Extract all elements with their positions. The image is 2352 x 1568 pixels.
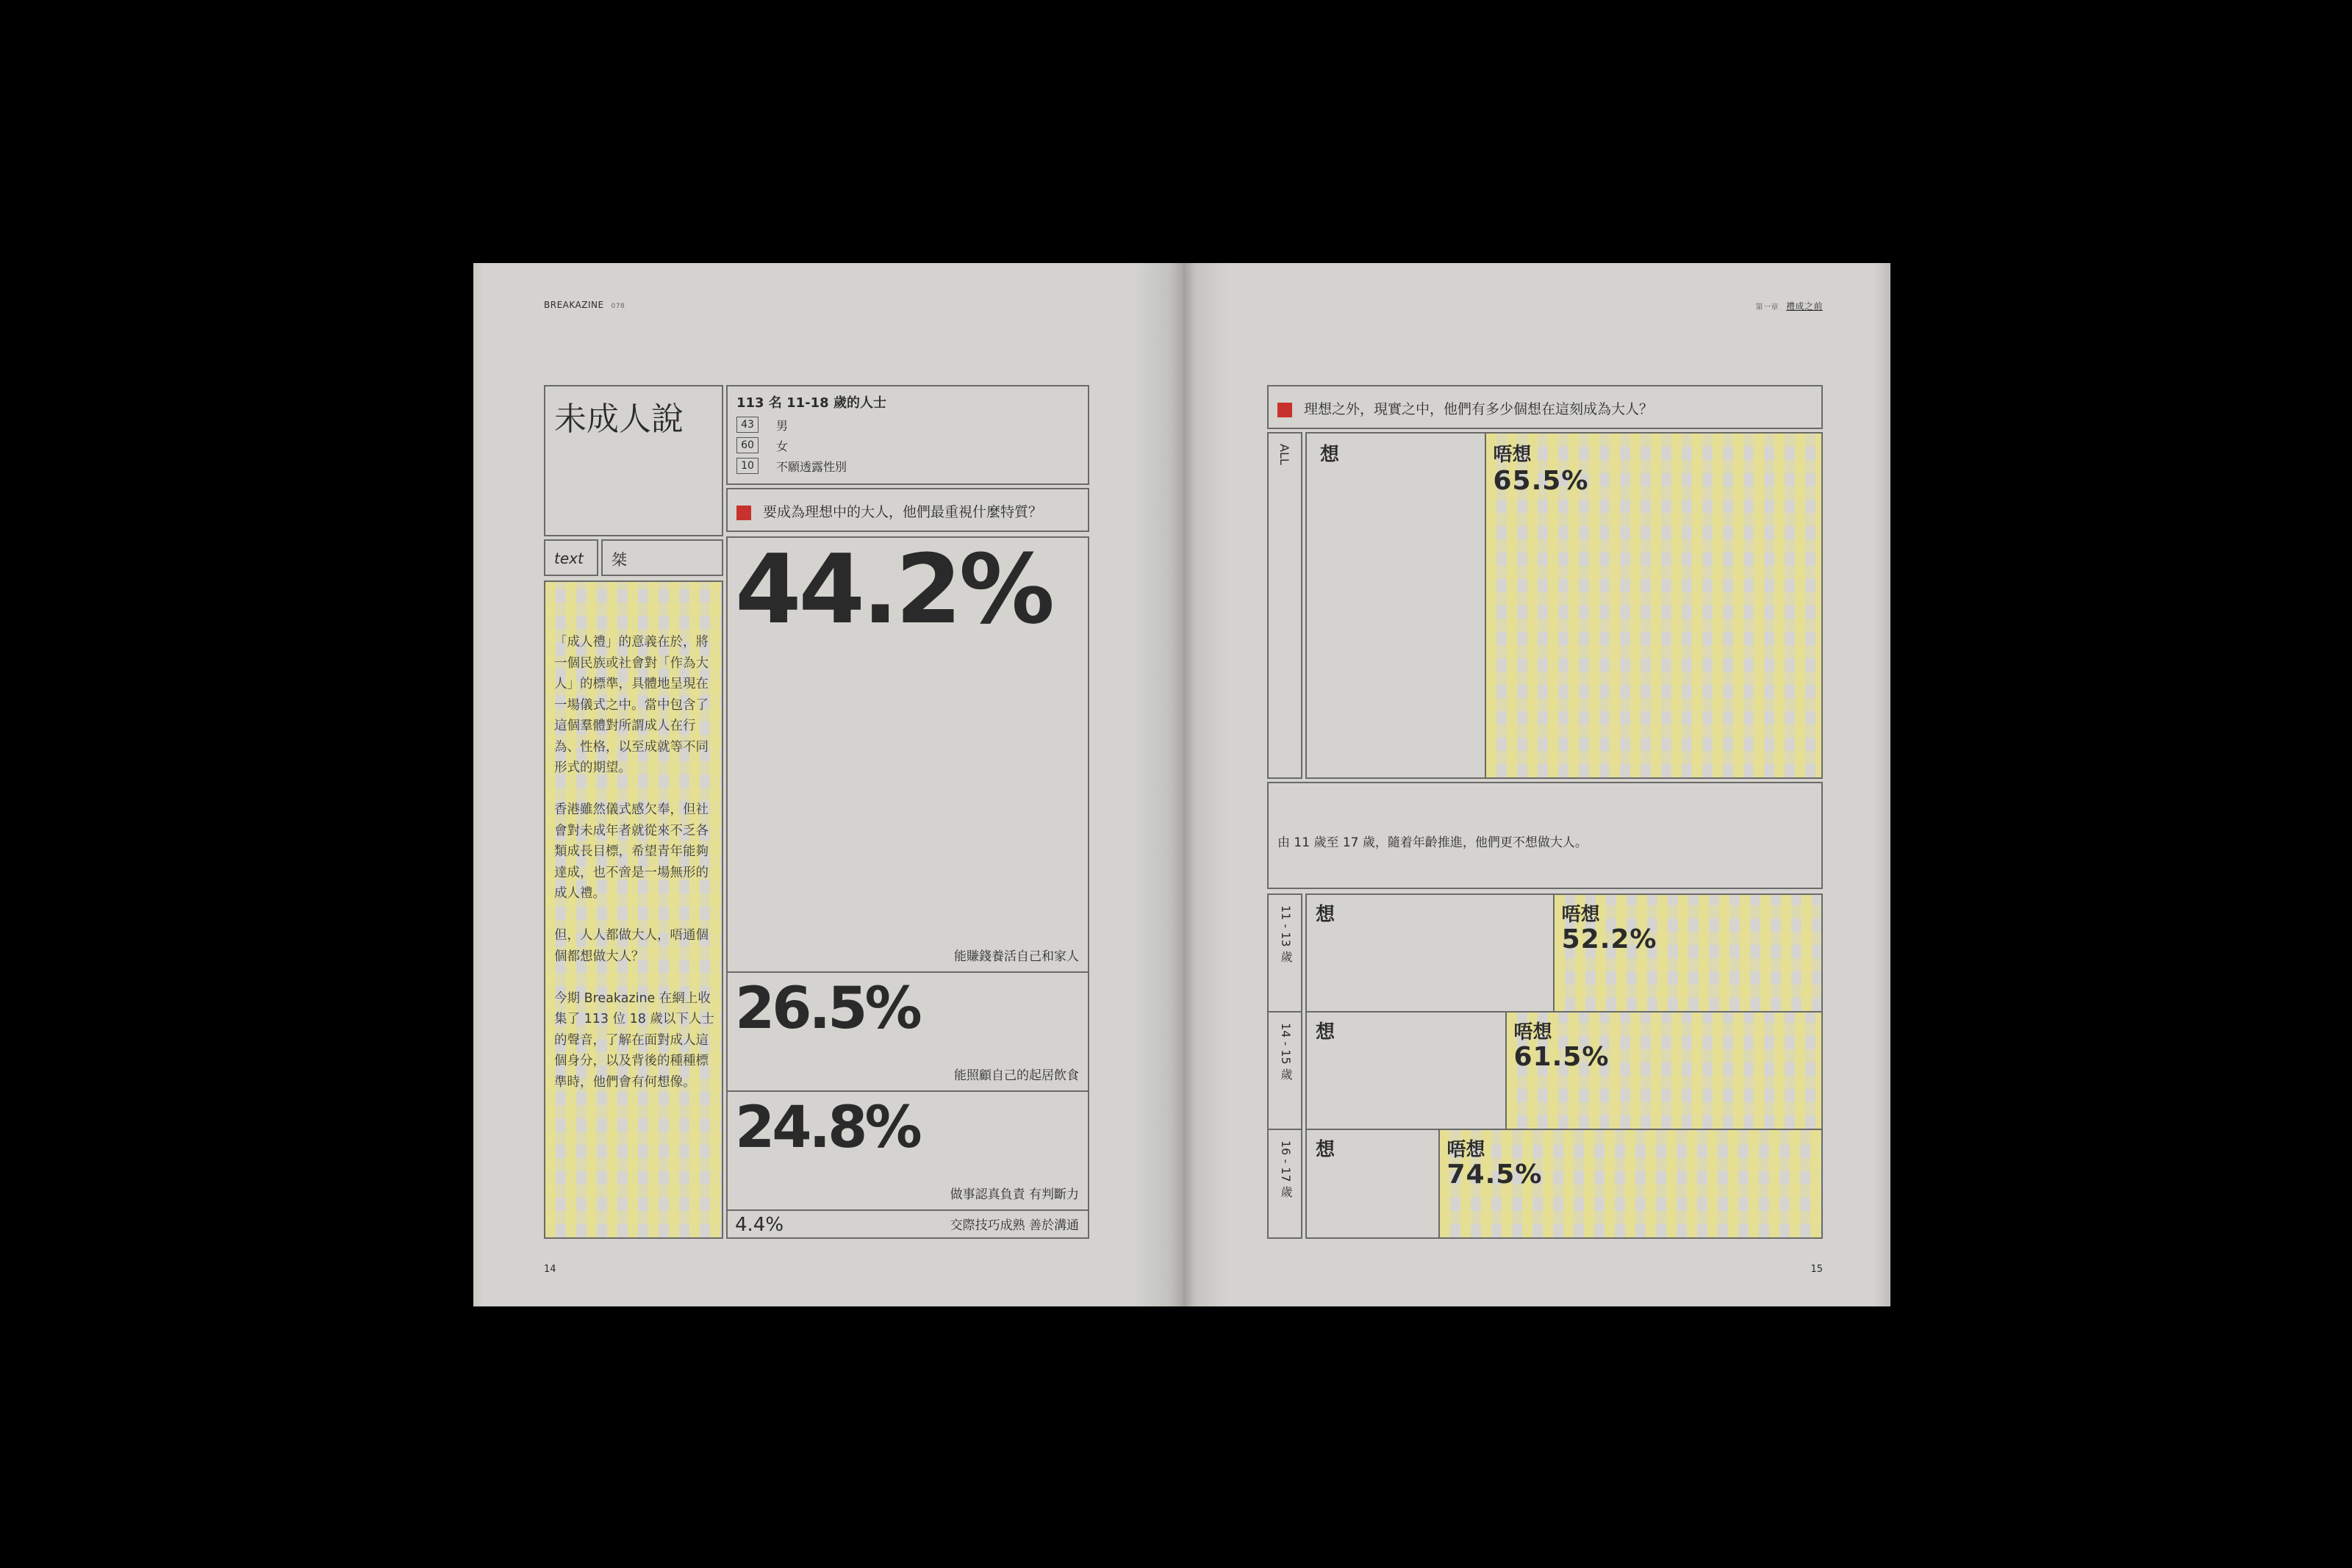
tag-text-box	[544, 539, 598, 576]
want-label: 想	[1316, 1021, 1335, 1043]
survey-row	[736, 414, 847, 435]
intro-text	[554, 632, 717, 1114]
stats-panel	[726, 533, 1089, 1239]
stat-value: 4.4%	[735, 1214, 784, 1236]
stat-value: 44.2%	[735, 533, 1053, 645]
right-question-row	[1277, 398, 1653, 418]
survey-label: 女	[776, 439, 789, 453]
stat-cell	[728, 533, 1088, 971]
stat-cell	[728, 1209, 1088, 1237]
not-want-value: 74.5%	[1446, 1159, 1543, 1190]
group-label-box	[1267, 893, 1302, 1013]
stat-value: 24.8%	[735, 1095, 919, 1161]
survey-count: 60	[736, 437, 759, 453]
not-want-label: 唔想	[1446, 1139, 1485, 1161]
right-page-number: 15	[1810, 1264, 1823, 1275]
not-want-value: 65.5%	[1493, 466, 1589, 496]
intro-paragraph: 「成人禮」的意義在於，將一個民族或社會對「作為大人」的標準，具體地呈現在一場儀式之中。當中包含了這個羣體對所謂成人在行為、性格，以至成就等不同形式的期望。	[554, 635, 709, 775]
not-want-segment	[1553, 895, 1821, 1011]
stat-caption: 交際技巧成熟 善於溝通	[950, 1218, 1079, 1233]
tag-author: 桀	[612, 551, 627, 569]
issue-number: 078	[611, 303, 625, 310]
survey-count: 43	[736, 417, 759, 433]
survey-breakdown	[736, 414, 847, 476]
group-label: 14 - 15 歲	[1279, 1023, 1293, 1080]
stat-cell	[728, 1090, 1088, 1209]
survey-heading: 113 名 11-18 歲的人士	[736, 395, 886, 411]
question-row	[736, 501, 1042, 521]
right-question-text: 理想之外，現實之中，他們有多少個想在這刻成為大人？	[1304, 401, 1654, 417]
note-text: 由 11 歲至 17 歲，隨着年齡推進，他們更不想做大人。	[1277, 835, 1588, 850]
stat-caption: 能賺錢養活自己和家人	[954, 949, 1079, 964]
brand-name: BREAKAZINE	[544, 300, 604, 310]
want-label: 想	[1320, 444, 1340, 466]
not-want-label: 唔想	[1493, 444, 1532, 466]
not-want-value: 52.2%	[1561, 924, 1657, 954]
stats-list	[728, 533, 1088, 1237]
section-label: 禮成之前	[1785, 301, 1823, 312]
want-label: 想	[1316, 1139, 1335, 1161]
left-page	[473, 263, 1183, 1306]
intro-paragraph: 但，人人都做大人，唔通個個都想做大人？	[554, 928, 709, 964]
right-question-box	[1267, 385, 1823, 429]
left-header	[544, 300, 625, 310]
group-label-box-all	[1267, 432, 1302, 779]
page-title: 未成人說	[554, 400, 684, 438]
want-label: 想	[1316, 904, 1335, 926]
group-label: 16 - 17 歲	[1279, 1140, 1293, 1198]
intro-paragraph: 香港雖然儀式感欠奉，但社會對未成年者就從來不乏各類成長目標，希望青年能夠達成，也不啻是一場無形的成人禮。	[554, 802, 709, 901]
group-label-box	[1267, 1130, 1302, 1239]
title-box	[544, 385, 723, 536]
group-bar	[1305, 1013, 1823, 1130]
tag-text: text	[554, 550, 584, 567]
red-square-icon	[1277, 403, 1292, 417]
chapter-label: 第一章	[1755, 303, 1779, 312]
stat-caption: 能照顧自己的起居飲食	[954, 1068, 1079, 1083]
not-want-value: 61.5%	[1513, 1042, 1610, 1072]
stat-value: 26.5%	[735, 976, 919, 1042]
survey-box	[726, 385, 1089, 485]
all-bar	[1305, 432, 1823, 779]
intro-text-panel	[544, 580, 723, 1239]
not-want-label: 唔想	[1561, 904, 1600, 926]
note-box	[1267, 782, 1823, 889]
right-page	[1183, 263, 1890, 1306]
question-text: 要成為理想中的大人，他們最重視什麼特質？	[763, 504, 1043, 520]
not-want-segment	[1485, 434, 1822, 777]
stat-caption: 做事認真負責 有判斷力	[950, 1187, 1079, 1202]
stat-cell	[728, 971, 1088, 1090]
red-square-icon	[736, 506, 751, 520]
survey-label: 男	[776, 418, 789, 433]
survey-count: 10	[736, 458, 759, 474]
group-label-box	[1267, 1013, 1302, 1130]
not-want-label: 唔想	[1513, 1021, 1552, 1043]
survey-row	[736, 435, 847, 456]
left-page-number: 14	[544, 1264, 556, 1275]
question-box	[726, 488, 1089, 532]
group-label: ALL	[1277, 444, 1291, 465]
intro-paragraph: 今期 Breakazine 在網上收集了 113 位 18 歲以下人士的聲音，了解在面對成人這個身分，以及背後的種種標準時，他們會有何想像。	[554, 990, 714, 1090]
not-want-segment	[1505, 1013, 1822, 1129]
group-bar	[1305, 893, 1823, 1013]
age-group-chart	[1267, 893, 1823, 1239]
survey-row	[736, 456, 847, 476]
not-want-segment	[1438, 1130, 1822, 1237]
survey-label: 不願透露性別	[776, 459, 847, 474]
group-label: 11 - 13 歲	[1279, 905, 1293, 963]
right-header	[1755, 300, 1823, 312]
tag-author-box	[601, 539, 723, 576]
group-bar	[1305, 1130, 1823, 1239]
